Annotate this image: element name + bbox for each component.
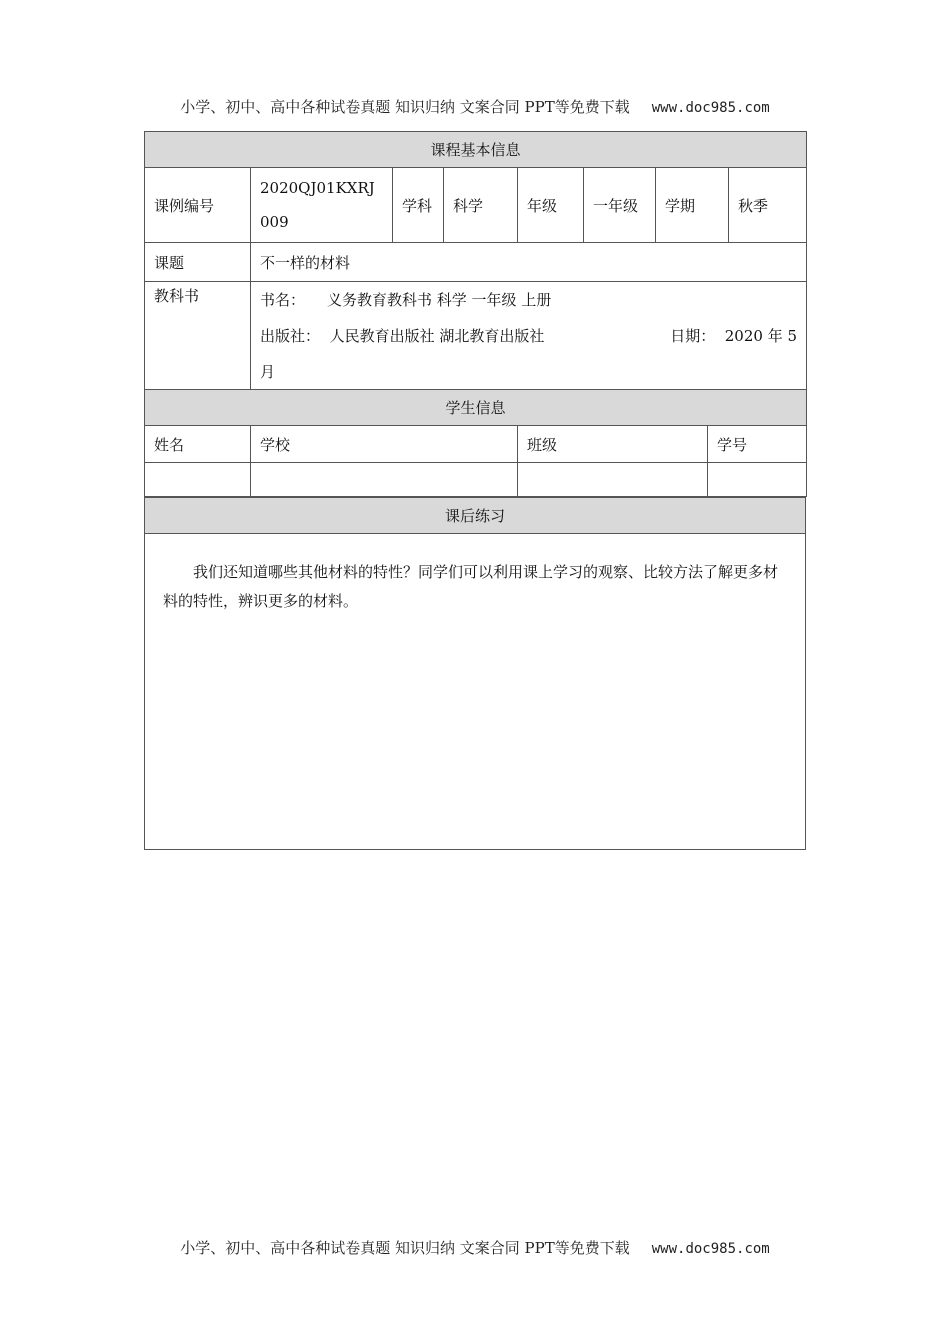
student-info-table [144, 389, 807, 497]
grade-label: 年级 [518, 168, 584, 243]
banner-site: www.doc985.com [651, 100, 770, 116]
header-banner [0, 96, 950, 117]
term-value: 秋季 [729, 168, 807, 243]
banner-site: www.doc985.com [651, 1241, 770, 1257]
course-info-table [144, 131, 807, 391]
grade-value: 一年级 [584, 168, 656, 243]
exercise-text: 我们还知道哪些其他材料的特性？同学们可以利用课上学习的观察、比较方法了解更多材料的特性，辨识更多的材料。 [145, 534, 806, 850]
banner-text: 小学、初中、高中各种试卷真题 知识归纳 文案合同 PPT等免费下载 [180, 1239, 630, 1257]
exercise-section-title: 课后练习 [145, 498, 806, 534]
case-no-label: 课例编号 [145, 168, 251, 243]
school-input-cell[interactable] [251, 463, 518, 497]
course-section-title: 课程基本信息 [145, 132, 807, 168]
date-value: 2020 年 5 [724, 327, 798, 345]
class-label: 班级 [518, 426, 708, 463]
student-section-title: 学生信息 [145, 390, 807, 426]
case-no-value: 2020QJ01KXRJ009 [251, 168, 393, 243]
textbook-details [251, 282, 807, 391]
footer-banner [0, 1237, 950, 1258]
banner-text: 小学、初中、高中各种试卷真题 知识归纳 文案合同 PPT等免费下载 [180, 98, 630, 116]
book-name-label: 书名： [260, 291, 306, 309]
topic-label: 课题 [145, 243, 251, 282]
publisher-line [260, 318, 797, 354]
date-value-continued: 月 [260, 363, 276, 381]
subject-value: 科学 [444, 168, 518, 243]
class-input-cell[interactable] [518, 463, 708, 497]
exercise-table [144, 497, 806, 850]
topic-value: 不一样的材料 [251, 243, 807, 282]
student-id-input-cell[interactable] [708, 463, 807, 497]
publisher-label: 出版社： [260, 327, 321, 345]
book-name-line [260, 282, 797, 318]
name-label: 姓名 [145, 426, 251, 463]
student-id-label: 学号 [708, 426, 807, 463]
subject-label: 学科 [393, 168, 444, 243]
book-name-value: 义务教育教科书 科学 一年级 上册 [327, 291, 552, 309]
school-label: 学校 [251, 426, 518, 463]
textbook-label: 教科书 [145, 282, 251, 391]
publisher-value: 人民教育出版社 湖北教育出版社 [329, 327, 545, 345]
date-label: 日期： [670, 327, 716, 345]
name-input-cell[interactable] [145, 463, 251, 497]
term-label: 学期 [656, 168, 729, 243]
